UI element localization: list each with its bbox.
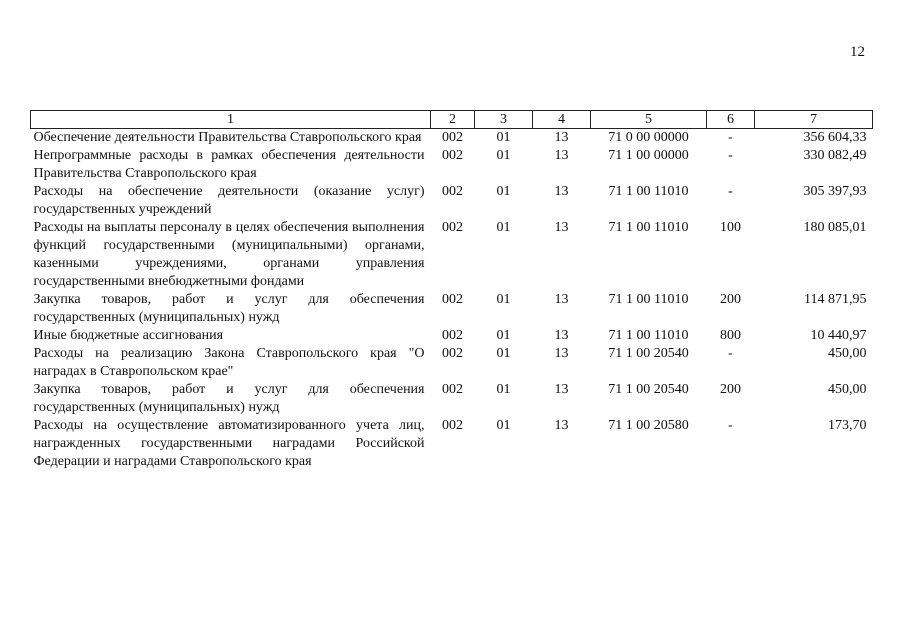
row-target-article: 71 1 00 11010 bbox=[608, 292, 689, 307]
row-admin-code: 002 bbox=[442, 130, 463, 145]
row-section: 01 bbox=[496, 130, 511, 145]
row-subsection: 13 bbox=[554, 292, 569, 307]
row-admin-code: 002 bbox=[442, 418, 463, 433]
row-subsection: 13 bbox=[554, 346, 569, 361]
row-subsection: 13 bbox=[554, 328, 569, 343]
row-description: Расходы на обеспечение деятельности (оказание услуг) государственных учреждений bbox=[33, 184, 425, 217]
table-row bbox=[31, 327, 873, 345]
row-section: 01 bbox=[496, 220, 511, 235]
row-section: 01 bbox=[496, 148, 511, 163]
header-col-6: 6 bbox=[707, 111, 755, 129]
row-subsection: 13 bbox=[554, 184, 569, 199]
row-amount: 173,70 bbox=[828, 418, 867, 433]
row-expense-type: - bbox=[728, 418, 733, 433]
row-expense-type: 100 bbox=[720, 220, 741, 235]
row-description: Расходы на осуществление автоматизированного учета лиц, награжденных государственными наградами Российской Федерации и наградами Ставропольского края bbox=[33, 418, 425, 469]
budget-table bbox=[30, 110, 873, 471]
header-col-3: 3 bbox=[475, 111, 533, 129]
row-subsection: 13 bbox=[554, 382, 569, 397]
row-amount: 114 871,95 bbox=[804, 292, 867, 307]
table-body bbox=[31, 129, 873, 472]
row-amount: 450,00 bbox=[828, 382, 867, 397]
row-expense-type: - bbox=[728, 346, 733, 361]
row-target-article: 71 1 00 20580 bbox=[608, 418, 689, 433]
row-description: Расходы на выплаты персоналу в целях обеспечения выполнения функций государственными (муниципальными) органами, казенными учреждениями, органами управления государственными внебюджетными фондами bbox=[33, 220, 425, 289]
row-expense-type: - bbox=[728, 130, 733, 145]
row-section: 01 bbox=[496, 418, 511, 433]
row-subsection: 13 bbox=[554, 130, 569, 145]
row-admin-code: 002 bbox=[442, 346, 463, 361]
row-section: 01 bbox=[496, 346, 511, 361]
row-amount: 10 440,97 bbox=[810, 328, 867, 343]
row-amount: 330 082,49 bbox=[803, 148, 867, 163]
table-row bbox=[31, 183, 873, 219]
table-row bbox=[31, 291, 873, 327]
header-col-4: 4 bbox=[533, 111, 591, 129]
table-row bbox=[31, 129, 873, 148]
table-row bbox=[31, 381, 873, 417]
row-admin-code: 002 bbox=[442, 220, 463, 235]
table-row bbox=[31, 417, 873, 471]
row-expense-type: 200 bbox=[720, 292, 741, 307]
row-subsection: 13 bbox=[554, 220, 569, 235]
row-section: 01 bbox=[496, 292, 511, 307]
header-col-5: 5 bbox=[591, 111, 707, 129]
row-description: Расходы на реализацию Закона Ставропольского края "О наградах в Ставропольском крае" bbox=[33, 346, 425, 379]
row-amount: 356 604,33 bbox=[803, 130, 867, 145]
row-target-article: 71 1 00 20540 bbox=[608, 346, 689, 361]
row-subsection: 13 bbox=[554, 418, 569, 433]
row-admin-code: 002 bbox=[442, 148, 463, 163]
row-description: Закупка товаров, работ и услуг для обеспечения государственных (муниципальных) нужд bbox=[33, 292, 425, 325]
row-amount: 180 085,01 bbox=[803, 220, 867, 235]
row-target-article: 71 1 00 11010 bbox=[608, 184, 689, 199]
row-section: 01 bbox=[496, 328, 511, 343]
row-target-article: 71 0 00 00000 bbox=[608, 130, 689, 145]
table-row bbox=[31, 219, 873, 291]
row-amount: 450,00 bbox=[828, 346, 867, 361]
row-admin-code: 002 bbox=[442, 184, 463, 199]
row-target-article: 71 1 00 11010 bbox=[608, 220, 689, 235]
row-expense-type: 800 bbox=[720, 328, 741, 343]
row-admin-code: 002 bbox=[442, 328, 463, 343]
row-expense-type: - bbox=[728, 148, 733, 163]
table-row bbox=[31, 147, 873, 183]
header-col-1: 1 bbox=[31, 111, 431, 129]
row-target-article: 71 1 00 20540 bbox=[608, 382, 689, 397]
header-col-2: 2 bbox=[431, 111, 475, 129]
row-section: 01 bbox=[496, 382, 511, 397]
row-amount: 305 397,93 bbox=[803, 184, 867, 199]
row-target-article: 71 1 00 11010 bbox=[608, 328, 689, 343]
header-row bbox=[31, 111, 873, 129]
row-target-article: 71 1 00 00000 bbox=[608, 148, 689, 163]
row-description: Иные бюджетные ассигнования bbox=[33, 328, 224, 343]
row-admin-code: 002 bbox=[442, 292, 463, 307]
page-number: 12 bbox=[850, 44, 865, 60]
header-col-7: 7 bbox=[755, 111, 873, 129]
row-section: 01 bbox=[496, 184, 511, 199]
row-description: Обеспечение деятельности Правительства Ставропольского края bbox=[33, 130, 422, 145]
table-header bbox=[31, 111, 873, 129]
table-row bbox=[31, 345, 873, 381]
row-expense-type: 200 bbox=[720, 382, 741, 397]
row-admin-code: 002 bbox=[442, 382, 463, 397]
row-expense-type: - bbox=[728, 184, 733, 199]
row-subsection: 13 bbox=[554, 148, 569, 163]
row-description: Закупка товаров, работ и услуг для обеспечения государственных (муниципальных) нужд bbox=[33, 382, 425, 415]
row-description: Непрограммные расходы в рамках обеспечения деятельности Правительства Ставропольского края bbox=[33, 148, 425, 181]
